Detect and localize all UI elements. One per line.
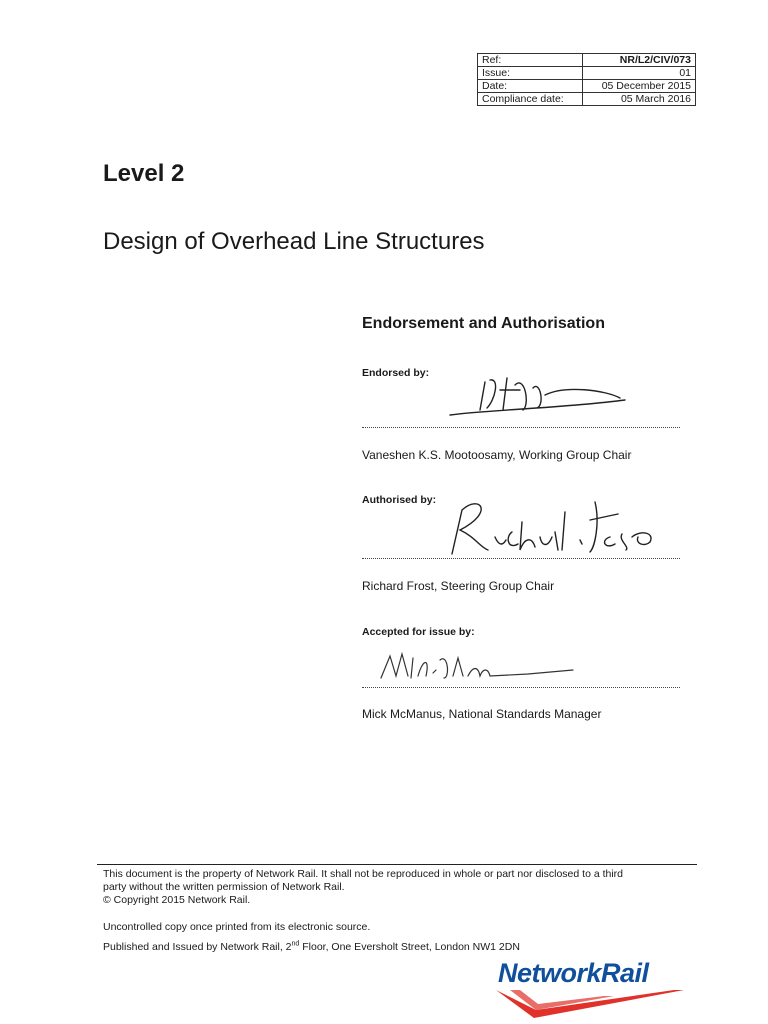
footer-divider xyxy=(97,864,697,865)
copyright-notice xyxy=(103,868,623,907)
document-level: Level 2 xyxy=(103,160,185,187)
compliance-date-row xyxy=(478,93,696,106)
publisher-address xyxy=(103,941,520,954)
publisher-address-text: Floor, One Eversholt Street, London NW1 2DN xyxy=(299,941,520,953)
issue-row xyxy=(478,67,696,80)
endorsed-by-label: Endorsed by: xyxy=(362,367,430,379)
acceptor-name: Mick McManus, National Standards Manager xyxy=(362,707,602,721)
date-label: Date: xyxy=(478,80,583,93)
publisher-text: Published and Issued by Network Rail, 2 xyxy=(103,941,292,953)
property-statement-line-1: This document is the property of Network Rail. It shall not be reproduced in whole or part nor disclosed to a third xyxy=(103,868,624,880)
network-rail-wordmark: NetworkRail xyxy=(498,958,649,988)
endorser-name: Vaneshen K.S. Mootoosamy, Working Group Chair xyxy=(362,448,632,462)
ref-label: Ref: xyxy=(478,54,583,67)
issue-value: 01 xyxy=(583,67,696,80)
compliance-date-label: Compliance date: xyxy=(478,93,583,106)
endorsed-signature-line xyxy=(362,427,680,428)
accepted-for-issue-label: Accepted for issue by: xyxy=(362,626,475,638)
authoriser-signature xyxy=(440,492,660,562)
acceptor-signature xyxy=(378,648,578,683)
network-rail-logo xyxy=(494,958,690,1020)
compliance-date-value: 05 March 2016 xyxy=(583,93,696,106)
issue-label: Issue: xyxy=(478,67,583,80)
document-title: Design of Overhead Line Structures xyxy=(103,228,485,255)
authoriser-name: Richard Frost, Steering Group Chair xyxy=(362,579,555,593)
endorser-signature xyxy=(445,370,630,420)
authorised-signature-line xyxy=(362,558,680,559)
floor-ordinal: nd xyxy=(291,940,300,948)
copyright-line: © Copyright 2015 Network Rail. xyxy=(103,894,251,906)
uncontrolled-copy-notice: Uncontrolled copy once printed from its electronic source. xyxy=(103,921,371,933)
ref-row xyxy=(478,54,696,67)
date-value: 05 December 2015 xyxy=(583,80,696,93)
authorisation-heading: Endorsement and Authorisation xyxy=(362,315,605,332)
authorised-by-label: Authorised by: xyxy=(362,494,437,506)
accepted-signature-line xyxy=(362,687,680,688)
network-rail-chevron-icon xyxy=(494,988,690,1020)
property-statement-line-2: party without the written permission of Network Rail. xyxy=(103,881,345,893)
ref-value: NR/L2/CIV/073 xyxy=(583,54,696,67)
document-reference-table xyxy=(477,53,696,106)
date-row xyxy=(478,80,696,93)
